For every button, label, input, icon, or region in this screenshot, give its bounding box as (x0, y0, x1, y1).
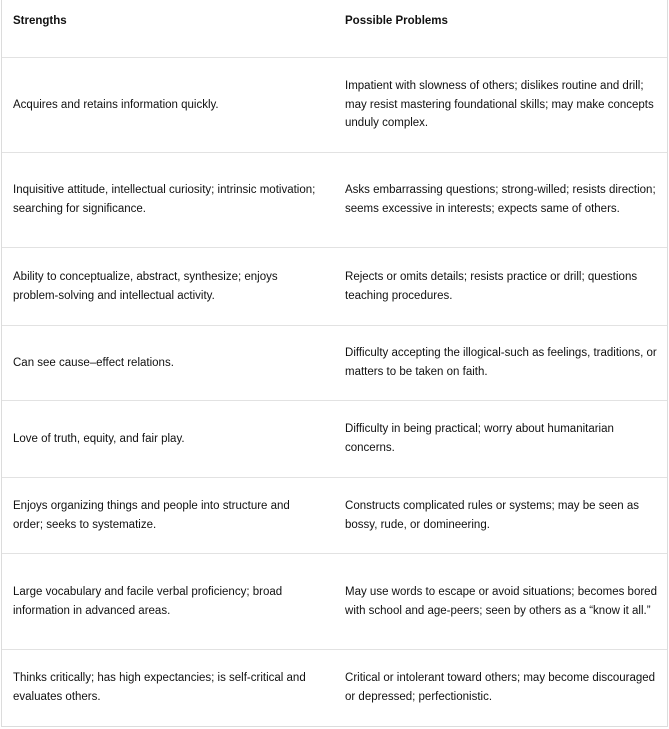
strength-cell: Love of truth, equity, and fair play. (13, 432, 185, 445)
header-strengths: Strengths (13, 15, 67, 27)
strengths-problems-table (1, 0, 668, 726)
table-row (2, 58, 667, 153)
table-row (2, 554, 667, 650)
table-row (2, 248, 667, 326)
problem-cell: Difficulty in being practical; worry about humanitarian concerns. (345, 423, 614, 454)
table-row (2, 153, 667, 248)
strength-cell: Acquires and retains information quickly. (13, 98, 219, 111)
table-header-row (2, 0, 667, 58)
problem-cell: May use words to escape or avoid situations; becomes bored with school and age-peers; seen by others as a “know it all.” (345, 585, 657, 617)
strength-cell: Can see cause–effect relations. (13, 356, 174, 369)
strength-cell: Ability to conceptualize, abstract, synthesize; enjoys problem-solving and intellectual activity. (13, 270, 278, 302)
table-row (2, 478, 667, 554)
problem-cell: Critical or intolerant toward others; may become discouraged or depressed; perfectionistic. (345, 672, 656, 703)
table-row (2, 326, 667, 401)
table-bottom-border (1, 726, 668, 727)
problem-cell: Rejects or omits details; resists practice or drill; questions teaching procedures. (345, 270, 638, 302)
strength-cell: Enjoys organizing things and people into structure and order; seeks to systematize. (13, 499, 290, 531)
problem-cell: Constructs complicated rules or systems; may be seen as bossy, rude, or domineering. (345, 499, 640, 531)
problem-cell: Difficulty accepting the illogical-such as feelings, traditions, or matters to be taken on faith. (345, 347, 657, 378)
strength-cell: Thinks critically; has high expectancies; is self-critical and evaluates others. (13, 672, 306, 703)
table-row (2, 401, 667, 478)
problem-cell: Asks embarrassing questions; strong-willed; resists direction; seems excessive in interests; expects same of others. (345, 184, 656, 215)
table-row (2, 650, 667, 726)
strength-cell: Large vocabulary and facile verbal proficiency; broad information in advanced areas. (13, 585, 283, 617)
header-possible-problems: Possible Problems (345, 15, 448, 27)
strength-cell: Inquisitive attitude, intellectual curiosity; intrinsic motivation; searching for significance. (13, 184, 316, 215)
problem-cell: Impatient with slowness of others; dislikes routine and drill; may resist mastering foundational skills; may make concepts unduly complex. (345, 80, 654, 130)
